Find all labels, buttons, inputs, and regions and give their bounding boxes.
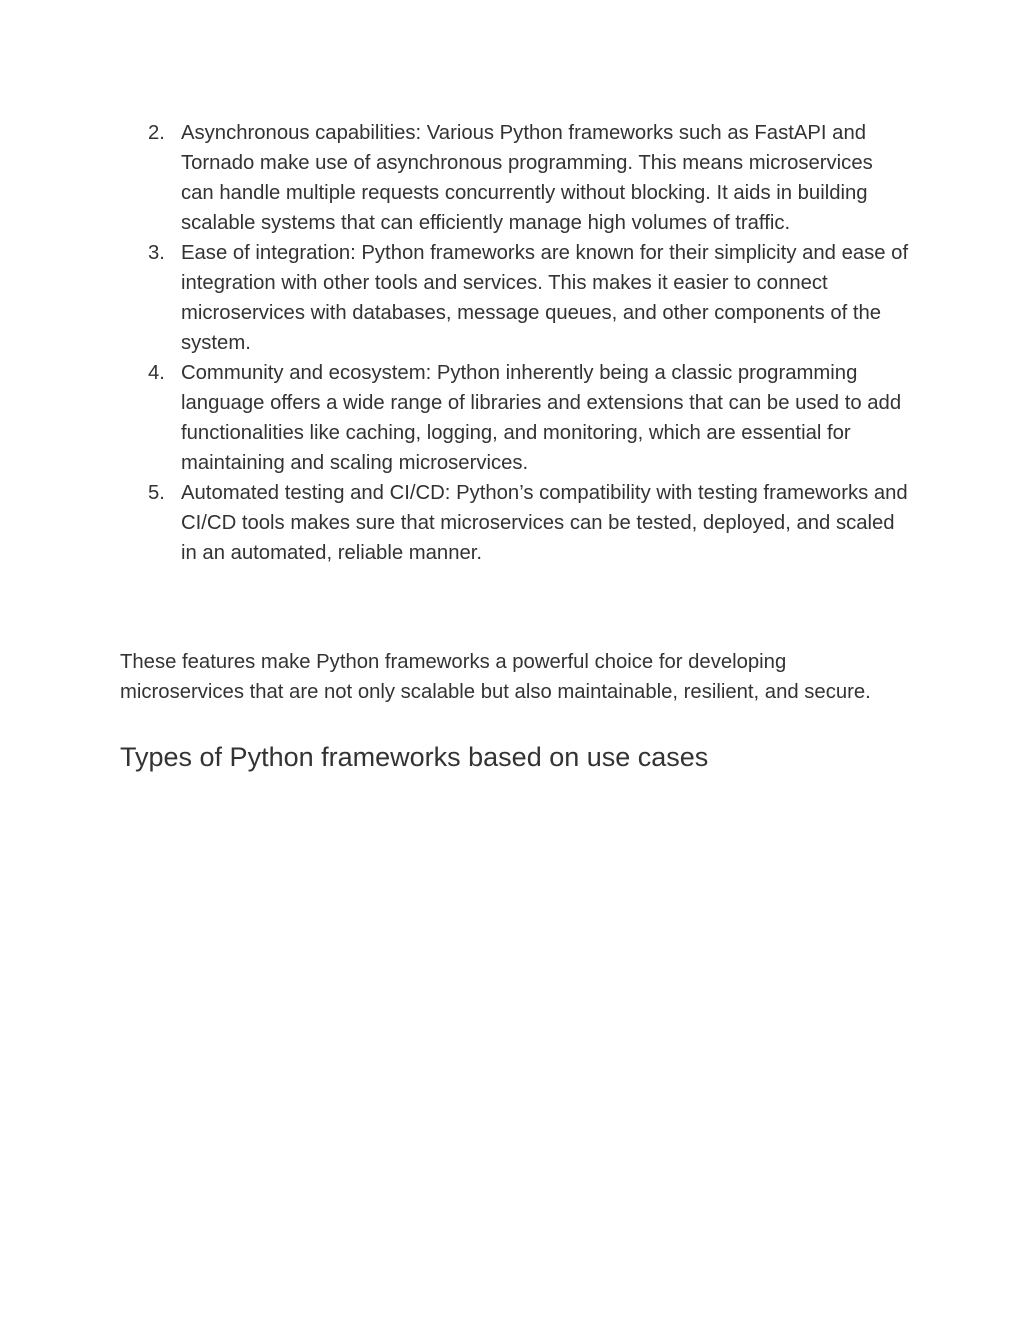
list-item-text: Community and ecosystem: Python inherently being a classic programming language offers a wide range of libraries and extensions that can be used to add functionalities like caching, logging, and monitoring, which are essential for maintaining and scaling microservices. bbox=[181, 362, 902, 474]
summary-paragraph: These features make Python frameworks a powerful choice for developing microservices that are not only scalable but also maintainable, resilient, and secure. bbox=[120, 651, 871, 703]
list-item bbox=[120, 358, 910, 478]
list-item bbox=[120, 118, 910, 238]
list-item-number: 5. bbox=[148, 482, 165, 504]
list-item-text: Ease of integration: Python frameworks are known for their simplicity and ease of integration with other tools and services. This makes it easier to connect microservices with databases, message queues, and other components of the system. bbox=[181, 242, 909, 354]
list-item bbox=[120, 238, 910, 358]
list-item-number: 3. bbox=[148, 242, 165, 264]
list-item bbox=[120, 478, 910, 568]
list-item-text: Asynchronous capabilities: Various Python frameworks such as FastAPI and Tornado make use of asynchronous programming. This means microservices can handle multiple requests concurrently without blocking. It aids in building scalable systems that can efficiently manage high volumes of traffic. bbox=[181, 122, 873, 234]
list-item-number: 4. bbox=[148, 362, 165, 384]
section-heading: Types of Python frameworks based on use cases bbox=[120, 742, 709, 772]
features-list bbox=[120, 118, 910, 568]
list-item-number: 2. bbox=[148, 122, 165, 144]
list-item-text: Automated testing and CI/CD: Python’s compatibility with testing frameworks and CI/CD tools makes sure that microservices can be tested, deployed, and scaled in an automated, reliable manner. bbox=[181, 482, 908, 564]
